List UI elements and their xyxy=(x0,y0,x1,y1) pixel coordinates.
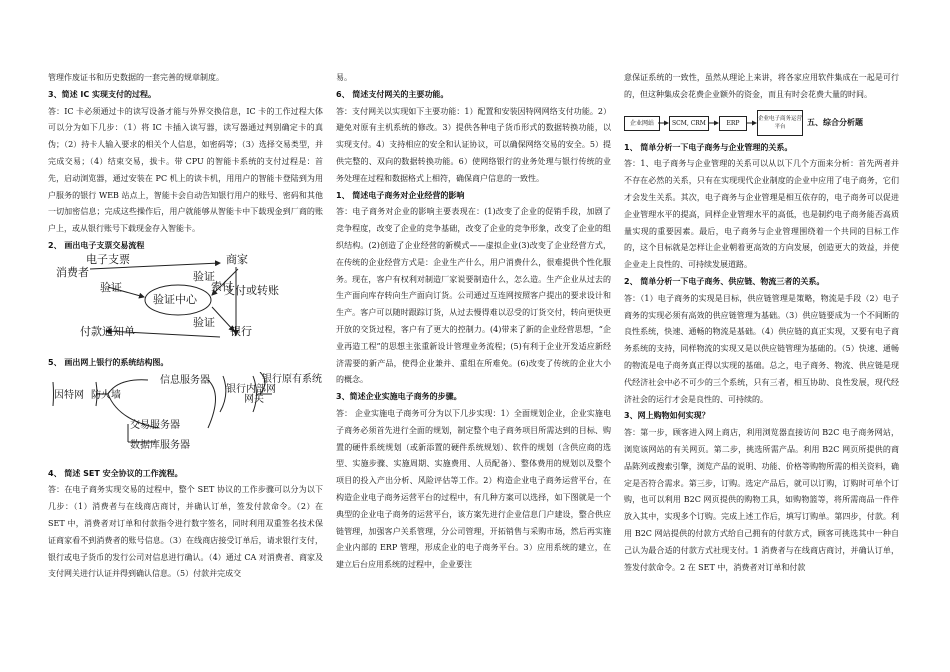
label-center: 验证中心 xyxy=(153,292,197,306)
answer-paragraph: 答：IC 卡必须通过卡的读写设备才能与外界交换信息，IC 卡的工作过程大体可以分为如下几步：（1）将 IC 卡插入读写器，读写器通过判别确定卡的真伪；（2）持卡人输入要求的相关个人信息，如密码等；（3）选择交易类型，并完成交易；（4）结束交易，拔卡。带 CPU 的智能卡系统的支付过程是：首先，启动浏览器，通过安装在 PC 机上的读卡机，用用户的智能卡登陆到为用户服务的银行 WEB 站点上，智能卡会自动告知银行用户的账号、密码和其他一切加密信息；完成这些操作后，用户就能够从智能卡中下载现金到厂商的账户上，或从银行账号下载现金存入智能卡。 xyxy=(48,106,323,234)
flow-box-platform: 企业电子商务运营平台 xyxy=(757,110,803,136)
question-heading: 6、 简述支付网关的主要功能。 xyxy=(336,89,449,99)
label-notice: 付款通知单 xyxy=(80,324,135,338)
paragraph: 易。 xyxy=(336,73,352,82)
label-legacy: 银行原有系统 xyxy=(262,373,322,385)
question-heading: 3、简述企业实施电子商务的步骤。 xyxy=(336,392,462,402)
flow-box-erp: ERP xyxy=(719,116,747,131)
online-bank-structure-diagram xyxy=(48,372,323,460)
column-2 xyxy=(336,70,611,574)
ecommerce-platform-flow xyxy=(624,108,899,138)
label-info-server: 信息服务器 xyxy=(160,374,210,386)
label-tx-server: 交易服务器 xyxy=(130,419,180,431)
question-heading: 2、 简单分析一下电子商务、供应链、物流三者的关系。 xyxy=(624,276,825,286)
answer-paragraph: 答：（1）电子商务的实现是目标，供应链管理是策略，物流是手段（2）电子商务的实现必须有高效的供应链管理为基础。（3）供应链要成为一个不间断的良性系统，快速、通畅的物流是基础。（4）供应链的真正实现，又要有电子商务系统的支持，同样物流的实现又是以供应链管理为基础的。（5）快速、通畅的物流是电子商务真正得以实现的基础。总之，电子商务、物流、供应链是现代经济社会中必不可少的三个系统，只有三者，相互协助、良性发展，现代经济社会的运行才会是良性的、可持续的。 xyxy=(624,293,899,404)
label-merchant: 商家 xyxy=(226,252,248,266)
label-gateway: 网关 xyxy=(244,393,264,405)
question-heading: 3、网上购物如何实现？ xyxy=(624,411,710,421)
label-verify-br: 验证 xyxy=(193,315,215,329)
paragraph: 意保证系统的一致性，虽然从理论上来讲，将各家应用软件集成在一起是可行的，但这种集成会花费企业额外的资金，而且有时会花费大量的时间。 xyxy=(624,73,899,99)
label-internet: 因特网 xyxy=(54,389,84,401)
answer-paragraph: 答： 企业实施电子商务可分为以下几步实现：1）全面规划企业，企业实施电子商务必须首先进行全面的规划，制定整个电子商务项目所需达到的目标、购置的硬件系统规划（或新添置的硬件系统规划）、软件的规划（含供应商的选型、实施步骤、实施周期、实施费用、人员配备）、整体费用的规划以及整个项目的投入产出分析、风险评估等工作。2）构造企业电子商务运营平台，在构造企业电子商务运营平台的过程中，有几种方案可以选择，如下图就是一个典型的企业电子商务的运营平台，该方案先进行企业信息门户建设，整合供应链管理，加强客户关系管理，分公司管理，开拓销售与采购市场，然后再实施企业内部的 ERP 管理，形成企业的电子商务平台。3）应用系统的建立，在建立后台应用系统的过程中，企业要注 xyxy=(336,408,611,570)
label-firewall: 防火墙 xyxy=(91,389,121,401)
question-heading: 2、 画出电子支票交易流程 xyxy=(48,240,145,250)
answer-paragraph: 答：支付网关以实现如下主要功能：1）配置和安装因特网网络支付功能。2）避免对原有主机系统的修改。3）提供各种电子货币形式的数据转换功能，以实现支付。4）支持相应的安全和认证协议，可以确保网络交易的安全。5）提供完整的、双向的数据转换功能。6）使网络银行的业务处理与银行传统的业务处理在过程和数据格式上相符，确保商户信息的一致性。 xyxy=(336,106,611,183)
answer-paragraph: 答：1、电子商务与企业管理的关系可以从以下几个方面来分析：首先两者并不存在必然的关系，只有在实现现代企业制度的企业中应用了电子商务，它们才会发生关系。其次，电子商务与企业管理是相互依存的，电子商务可以促进企业管理水平的提高，同样企业管理水平的高低，也是制约电子商务能否高质量实现的重要因素。最后，电子商务与企业管理围绕着一个共同的目标工作的，这个目标就是怎样让企业朝着更高效的方向发展，创造更大的效益，并使企业走上良性的、可持续发展道路。 xyxy=(624,159,899,270)
label-pay-transfer: 支付或转账 xyxy=(224,283,279,297)
label-verify-left: 验证 xyxy=(100,280,122,294)
label-bank: 银行 xyxy=(230,324,252,338)
answer-paragraph: 答：电子商务对企业的影响主要表现在：(1)改变了企业的促销手段，加剧了竞争程度，改变了企业的竞争基础，改变了企业的竞争形象，改变了企业的组织结构。(2)创造了企业经营的新模式——虚拟企业(3)改变了企业经营方式，在传统的企业经营方式是：企业生产什么，用户消费什么，很难提供个性化服务。现在，客户有权利对制造厂家说要制造什么，怎么造。生产企业从过去的生产面向库存转向生产面向订货。公司通过互连网按照客户提出的要求设计和生产。客户可以随时跟踪订货，从过去慢得难以忍受的订货交付，转向更快更开放的交货过程，客户有了更大的控制力。(4)带来了新的企业经营思想，“企业再造工程”的思想主张重新设计管理业务流程；(5)有利于企业开发适应新经济需要的新产品，使得企业兼并、重组在所难免。(6)改变了传统的企业大小的概念。 xyxy=(336,207,611,385)
section-heading: 五、综合分析题 xyxy=(807,117,863,127)
column-3 xyxy=(624,70,899,576)
label-cheque: 电子支票 xyxy=(86,252,130,266)
column-1 xyxy=(48,70,323,583)
question-heading: 5、 画出网上银行的系统结构图。 xyxy=(48,357,169,367)
answer-paragraph: 答：第一步，顾客进入网上商店，利用浏览器直接访问 B2C 电子商务网站，浏览该网站的有关网页。第二步，挑选所需产品。利用 B2C 网页所提供的商品陈列或搜索引擎，浏览产品的说明、功能、价格等购物所需的相关资料，确定是否符合需求。第三步，订购。选定产品后，就可以订购，订购时可单个订购，也可以利用 B2C 网页提供的购物工具，如购物篮等，将所需商品一件件放入其中，实现多个订购。完成上述工作后，填写订购单。第四步，付款。利用 B2C 网站提供的付款方式给自己拥有的付款方式，顾客可挑选其中一种自己认为最合适的付款方式社现支付。1 消费者与在线商店商讨，并确认订单，签发付款命令。2 在 SET 中，消费者对订单和付款 xyxy=(624,428,899,572)
e-cheque-flow-diagram xyxy=(48,252,323,355)
label-claim: 索付 xyxy=(211,279,233,293)
flow-box-website: 企业网站 xyxy=(624,116,660,131)
question-heading: 1、 简单分析一下电子商务与企业管理的关系。 xyxy=(624,142,793,152)
question-heading: 3、简述 IC 实现支付的过程。 xyxy=(48,89,156,99)
label-db-server: 数据库服务器 xyxy=(130,439,190,451)
label-intranet: 银行内部网 xyxy=(226,383,276,395)
paragraph: 管理作废证书和历史数据的一套完善的规章制度。 xyxy=(48,73,224,82)
label-consumer: 消费者 xyxy=(56,265,89,279)
label-verify-tr: 验证 xyxy=(193,269,215,283)
answer-paragraph: 答：在电子商务实现交易的过程中，整个 SET 协议的工作步骤可以分为以下几步：（1）消费者与在线商店商讨，并确认订单，签发付款命令。（2）在 SET 中，消费者对订单和付款指令进行数字签名，同时利用双重签名技术保证商家看不到消费者的账号信息。（3）在线商店接受订单后，请求银行支付，银行或电子货币的发行公司对信息进行确认。（4）通过 CA 对消费者、商家及支付网关进行认证并得到确认信息。（5）付款并完成交 xyxy=(48,485,323,579)
flow-box-scm-crm: SCM, CRM xyxy=(669,116,709,131)
question-heading: 4、 简述 SET 安全协议的工作流程。 xyxy=(48,468,183,478)
question-heading: 1、 简述电子商务对企业经营的影响 xyxy=(336,190,465,200)
